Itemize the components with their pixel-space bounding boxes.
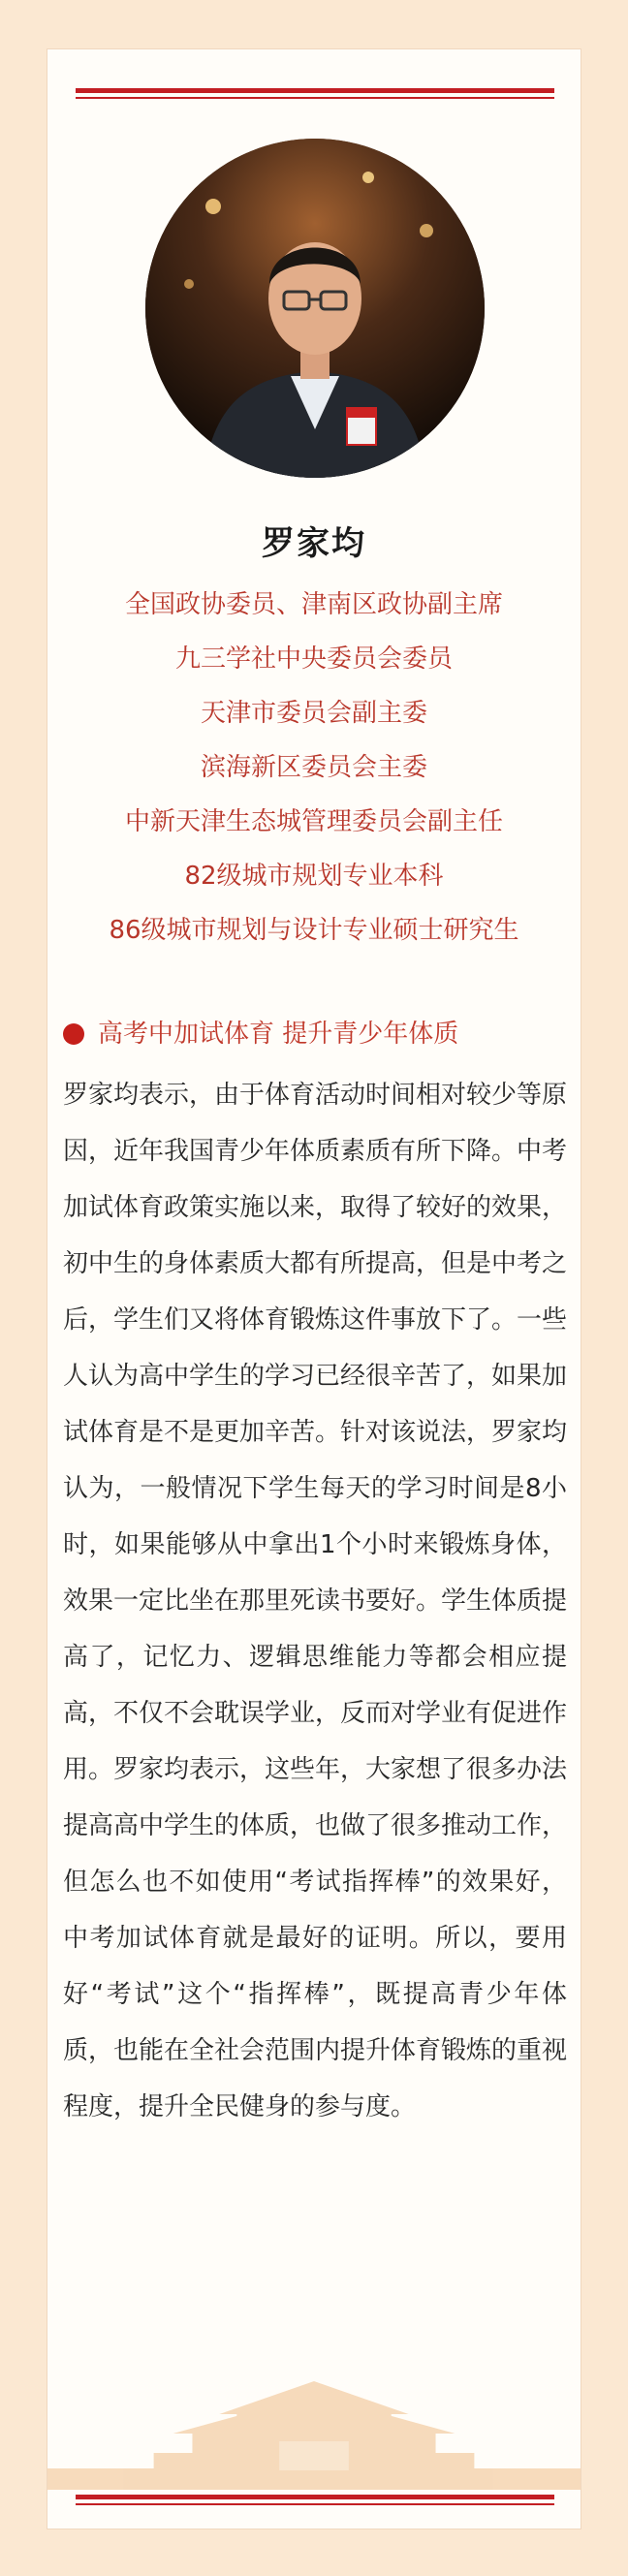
title-line: 滨海新区委员会主委 (200, 753, 427, 782)
portrait-photo (145, 139, 485, 478)
title-line: 中新天津生态城管理委员会副主任 (124, 807, 503, 836)
section-heading-text: 高考中加试体育 提升青少年体质 (98, 1020, 459, 1049)
title-line: 九三学社中央委员会委员 (174, 644, 453, 674)
red-dot-icon (63, 1023, 84, 1045)
title-line: 82级城市规划专业本科 (184, 862, 444, 891)
title-line: 全国政协委员、津南区政协副主席 (124, 590, 503, 619)
article-body: 罗家均表示，由于体育活动时间相对较少等原因，近年我国青少年体质素质有所下降。中考加试体育政策实施以来，取得了较好的效果，初中生的身体素质大都有所提高，但是中考之后，学生们又将体育锻炼这件事放下了。一些人认为高中学生的学习已经很辛苦了，如果加试体育是不是更加辛苦。针对该说法，罗家均认为，一般情况下学生每天的学习时间是8小时，如果能够从中拿出1个小时来锻炼身体，效果一定比坐在那里死读书要好。学生体质提高了，记忆力、逻辑思维能力等都会相应提高，不仅不会耽误学业，反而对学业有促进作用。罗家均表示，这些年，大家想了很多办法提高高中学生的体质，也做了很多推动工作，但怎么也不如使用“考试指挥棒”的效果好，中考加试体育就是最好的证明。所以，要用好“考试”这个“指挥棒”，既提高青少年体质，也能在全社会范围内提升体育锻炼的重视程度，提升全民健身的参与度。 (63, 1081, 568, 2121)
title-line: 天津市委员会副主委 (200, 699, 427, 728)
bottom-double-rule (76, 2495, 554, 2508)
title-list (47, 578, 581, 958)
top-double-rule (76, 88, 554, 102)
article-card (47, 48, 581, 2529)
tiananmen-silhouette-icon (47, 2373, 581, 2490)
person-name: 罗家均 (262, 524, 366, 563)
section-heading (63, 1015, 458, 1053)
title-line: 86级城市规划与设计专业硕士研究生 (109, 916, 519, 945)
